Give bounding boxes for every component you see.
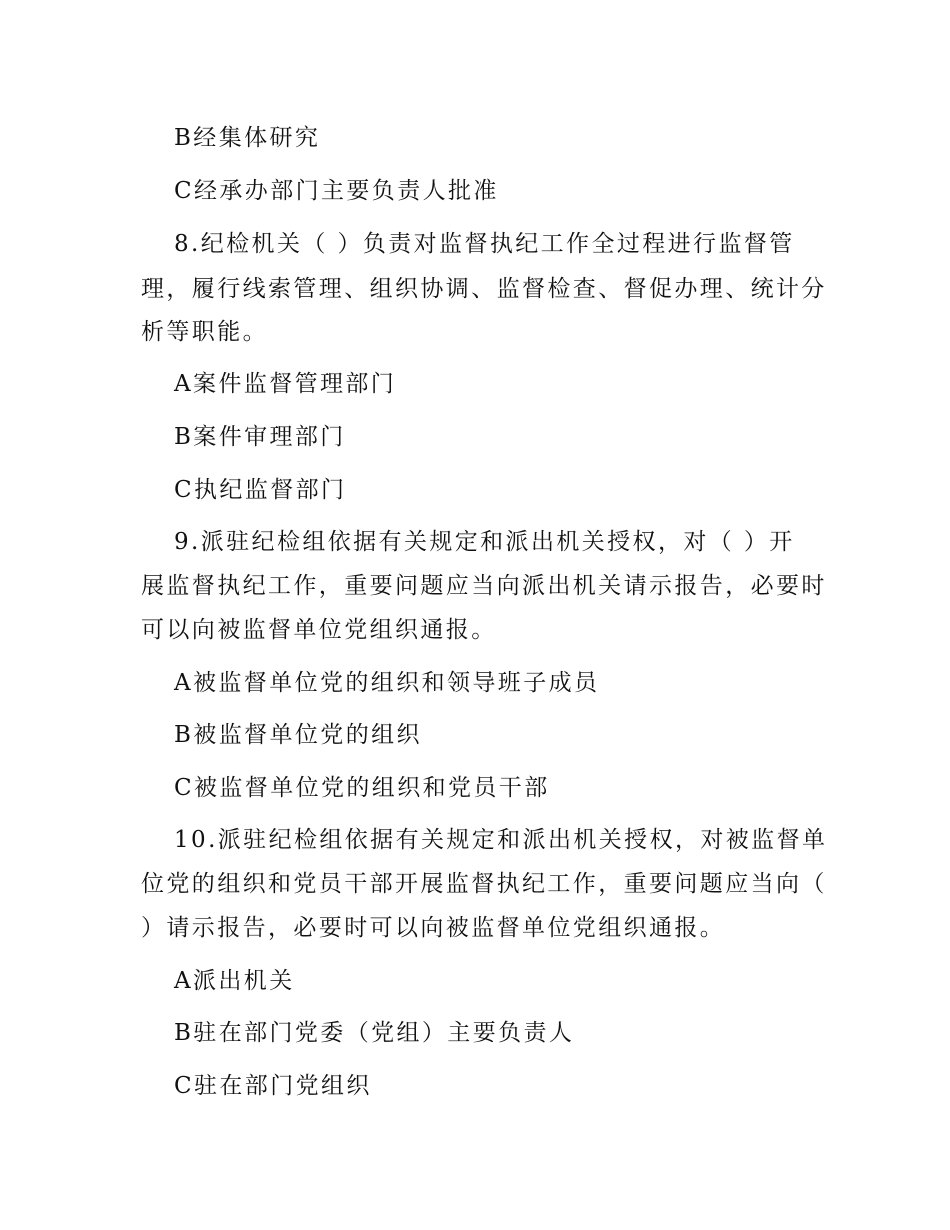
q9-text-line-1: 9.派驻纪检组依据有关规定和派出机关授权，对（ ）开: [174, 529, 795, 555]
q8-option-b: B案件审理部门: [174, 424, 346, 450]
q8-option-a: A案件监督管理部门: [174, 371, 397, 397]
q10-text-line-1: 10.派驻纪检组依据有关规定和派出机关授权，对被监督单: [174, 827, 828, 853]
q8-text-line-1: 8.纪检机关（ ）负责对监督执纪工作全过程进行监督管: [174, 231, 795, 257]
q10-option-a: A派出机关: [174, 968, 295, 994]
q10-option-b: B驻在部门党委（党组）主要负责人: [174, 1020, 575, 1046]
q8-text-line-2: 理，履行线索管理、组织协调、监督检查、督促办理、统计分: [141, 276, 827, 302]
q7-option-b: B经集体研究: [174, 125, 321, 151]
q8-option-c: C执纪监督部门: [174, 477, 347, 503]
q9-option-a: A被监督单位党的组织和领导班子成员: [174, 670, 600, 696]
q9-option-b: B被监督单位党的组织: [174, 722, 422, 748]
q9-text-line-3: 可以向被监督单位党组织通报。: [141, 617, 497, 643]
q9-option-c: C被监督单位党的组织和党员干部: [174, 775, 550, 801]
q8-text-line-3: 析等职能。: [141, 319, 268, 345]
q7-option-c: C经承办部门主要负责人批准: [174, 178, 499, 204]
q10-text-line-2: 位党的组织和党员干部开展监督执纪工作，重要问题应当向（: [141, 871, 827, 897]
q9-text-line-2: 展监督执纪工作，重要问题应当向派出机关请示报告，必要时: [141, 573, 827, 599]
q10-option-c: C驻在部门党组织: [174, 1073, 372, 1099]
q10-text-line-3: ）请示报告，必要时可以向被监督单位党组织通报。: [141, 915, 726, 941]
